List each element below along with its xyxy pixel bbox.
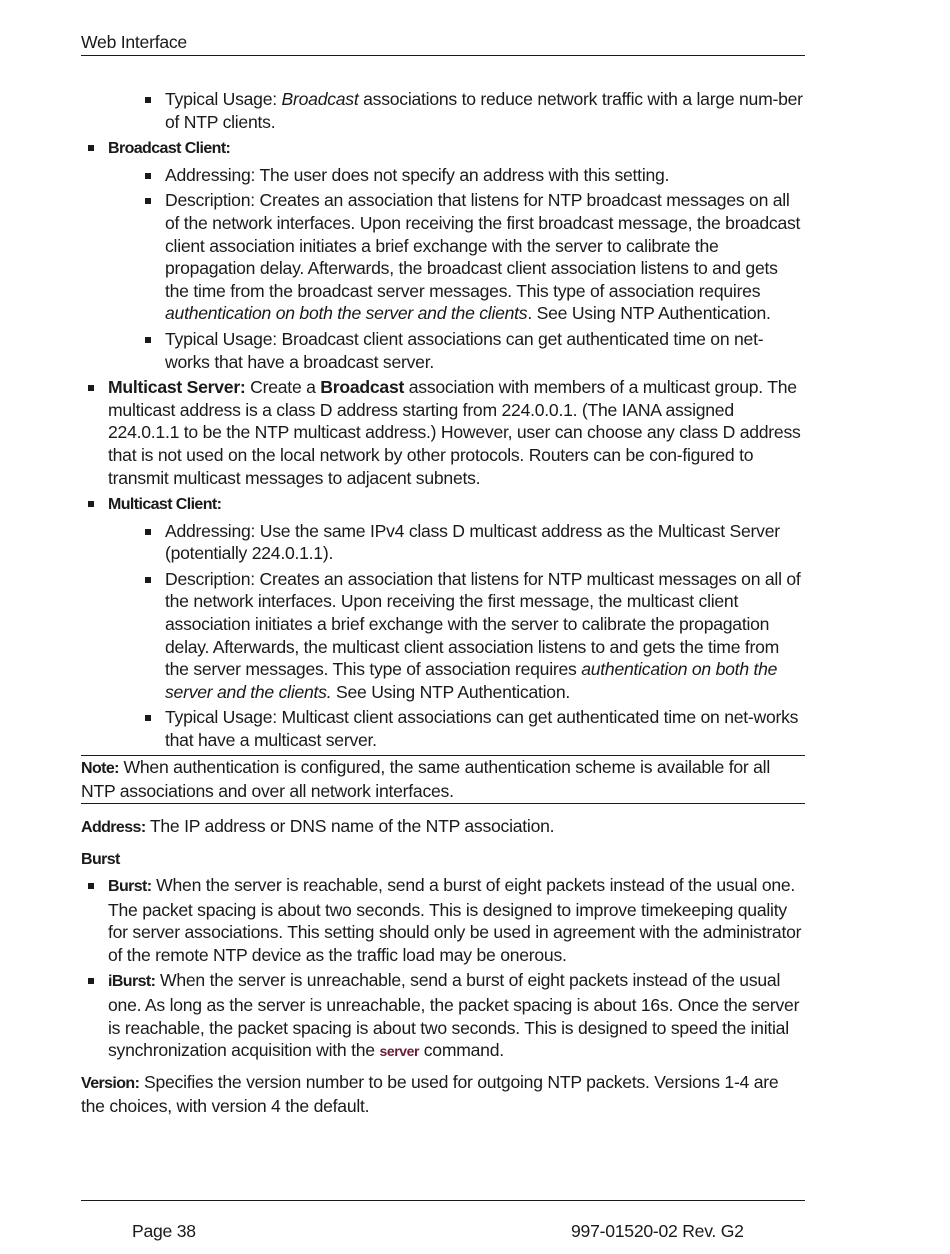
burst-label: Burst: <box>108 878 152 895</box>
header-title: Web Interface <box>81 32 187 52</box>
document-number: 997-01520-02 Rev. G2 <box>571 1221 744 1241</box>
list-item-burst: Burst: When the server is reachable, send a burst of eight packets instead of the usual one. The packet spacing is about two seconds. This is designed to improve timekeeping quality for server associations. This setting should only be used in agreement with the administrator of the remote NTP device as the traffic load may be onerous. <box>81 874 805 966</box>
version-label: Version: <box>81 1074 140 1092</box>
list-item-broadcast-client <box>81 136 805 373</box>
list-item-multicast-client <box>81 492 805 752</box>
page-header <box>81 31 805 56</box>
multicast-client-sublist <box>81 520 805 752</box>
server-command: server <box>379 1043 420 1060</box>
list-item-typical-usage: Typical Usage: Multicast client associations can get authenticated time on net-works that have a multicast server. <box>81 706 805 751</box>
list-item-typical-usage-broadcast: Typical Usage: Broadcast associations to reduce network traffic with a large num-ber of NTP clients. <box>81 88 805 133</box>
association-list <box>81 136 805 751</box>
broadcast-client-title: Broadcast Client: <box>108 140 231 158</box>
multicast-server-title: Multicast Server: <box>108 377 246 398</box>
note-label: Note: <box>81 759 119 777</box>
list-item-description: Description: Creates an association that listens for NTP broadcast messages on all of the network interfaces. Upon receiving the first broadcast message, the broadcast client association initiates a brief exchange with the server to calibrate the propagation delay. Afterwards, the broadcast client association listens to and gets the time from the broadcast server messages. This type of association requires authentication on both the server and the clients. See Using NTP Authentication. <box>81 189 805 325</box>
version-paragraph: Version: Specifies the version number to be used for outgoing NTP packets. Versions 1-4 are the choices, with version 4 the default. <box>81 1071 779 1117</box>
multicast-client-title: Multicast Client: <box>108 496 222 514</box>
list-item-multicast-server: Multicast Server: Create a Broadcast association with members of a multicast group. The multicast address is a class D address starting from 224.0.0.1. (The IANA assigned 224.0.1.1 to be the NTP multicast address.) However, user can choose any class D address that is not used on the local network by other protocols. Routers can be con-figured to transmit multicast messages to adjacent subnets. <box>81 376 805 489</box>
top-sublist <box>81 88 805 133</box>
page-content <box>81 88 805 1126</box>
page-number: Page 38 <box>132 1221 196 1241</box>
address-label: Address: <box>81 818 146 836</box>
note-box: Note: When authentication is configured, the same authentication scheme is available for all NTP associations and over all network interfaces. <box>81 755 805 804</box>
list-item-description: Description: Creates an association that listens for NTP multicast messages on all of the network interfaces. Upon receiving the first message, the multicast client association initiates a brief exchange with the server to calibrate the propagation delay. Afterwards, the multicast client association listens to and gets the time from the server messages. This type of association requires authentication on both the server and the clients. See Using NTP Authentication. <box>81 568 805 704</box>
list-item-typical-usage: Typical Usage: Broadcast client associations can get authenticated time on net-works that have a broadcast server. <box>81 328 805 373</box>
iburst-label: iBurst: <box>108 973 156 991</box>
broadcast-client-sublist <box>81 164 805 373</box>
burst-list <box>81 874 805 1063</box>
burst-heading: Burst <box>81 851 120 869</box>
address-paragraph: Address: The IP address or DNS name of the NTP association. <box>81 815 555 836</box>
footer-rule <box>81 1200 805 1201</box>
list-item-addressing: Addressing: Use the same IPv4 class D multicast address as the Multicast Server (potentially 224.0.1.1). <box>81 520 805 565</box>
list-item-iburst: iBurst: When the server is unreachable, send a burst of eight packets instead of the usual one. As long as the server is unreachable, the packet spacing is about 16s. Once the server is reachable, the packet spacing is about two seconds. This is designed to speed the initial synchronization acquisition with the server command. <box>81 969 805 1062</box>
list-item-addressing: Addressing: The user does not specify an address with this setting. <box>81 164 805 187</box>
